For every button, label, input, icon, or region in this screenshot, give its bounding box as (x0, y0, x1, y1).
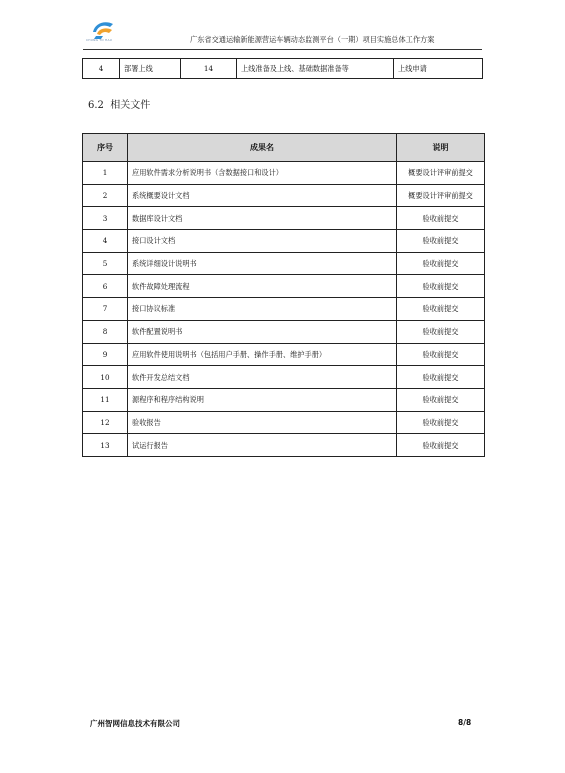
cell-number: 4 (83, 230, 128, 253)
cell-note: 验收前提交 (397, 230, 485, 253)
table-row (83, 252, 485, 275)
logo-caption: CHUNG TO HAU (86, 38, 113, 42)
section-heading (88, 99, 150, 113)
cell-number: 10 (83, 366, 128, 389)
cell-number: 13 (83, 434, 128, 457)
cell-name: 应用软件使用说明书（包括用户手册、操作手册、维护手册） (128, 343, 397, 366)
column-header-note: 说明 (397, 134, 485, 162)
table-cell: 4 (83, 59, 120, 79)
table-row (83, 434, 485, 457)
deployment-plan-table (82, 58, 483, 79)
cell-note: 验收前提交 (397, 298, 485, 321)
table-row (83, 207, 485, 230)
table-row (83, 343, 485, 366)
cell-name: 接口设计文档 (128, 230, 397, 253)
page-number: 8/8 (458, 718, 472, 727)
cell-note: 概要设计评审前提交 (397, 162, 485, 185)
cell-name: 软件配置说明书 (128, 320, 397, 343)
cell-number: 9 (83, 343, 128, 366)
table-row (83, 366, 485, 389)
table-row (83, 184, 485, 207)
cell-name: 系统详细设计说明书 (128, 252, 397, 275)
cell-note: 验收前提交 (397, 366, 485, 389)
table-row (83, 298, 485, 321)
column-header-name: 成果名 (128, 134, 397, 162)
table-row (83, 59, 483, 79)
cell-note: 验收前提交 (397, 343, 485, 366)
cell-name: 软件开发总结文档 (128, 366, 397, 389)
section-number: 6.2 (88, 100, 104, 111)
header-divider (83, 49, 482, 50)
table-row (83, 388, 485, 411)
cell-number: 12 (83, 411, 128, 434)
cell-name: 应用软件需求分析说明书（含数据接口和设计） (128, 162, 397, 185)
section-title: 相关文件 (110, 100, 151, 111)
cell-note: 验收前提交 (397, 320, 485, 343)
related-files-table (82, 133, 485, 457)
table-row (83, 411, 485, 434)
table-header-row (83, 134, 485, 162)
table-row (83, 162, 485, 185)
cell-name: 接口协议标准 (128, 298, 397, 321)
table-row (83, 320, 485, 343)
cell-name: 数据库设计文档 (128, 207, 397, 230)
cell-name: 软件故障处理流程 (128, 275, 397, 298)
cell-note: 验收前提交 (397, 388, 485, 411)
cell-note: 验收前提交 (397, 252, 485, 275)
cell-note: 验收前提交 (397, 411, 485, 434)
cell-number: 5 (83, 252, 128, 275)
table-cell: 上线准备及上线、基础数据准备等 (237, 59, 394, 79)
cell-number: 3 (83, 207, 128, 230)
cell-name: 系统概要设计文档 (128, 184, 397, 207)
cell-name: 源程序和程序结构说明 (128, 388, 397, 411)
cell-name: 验收报告 (128, 411, 397, 434)
cell-number: 2 (83, 184, 128, 207)
cell-note: 验收前提交 (397, 275, 485, 298)
cell-note: 验收前提交 (397, 207, 485, 230)
table-cell: 上线申请 (394, 59, 483, 79)
cell-name: 试运行报告 (128, 434, 397, 457)
cell-number: 1 (83, 162, 128, 185)
cell-number: 11 (83, 388, 128, 411)
cell-number: 7 (83, 298, 128, 321)
document-header-title: 广东省交通运输新能源营运车辆动态监测平台（一期）项目实施总体工作方案 (190, 35, 435, 44)
cell-number: 8 (83, 320, 128, 343)
table-row (83, 230, 485, 253)
table-cell: 14 (181, 59, 237, 79)
table-row (83, 275, 485, 298)
cell-note: 概要设计评审前提交 (397, 184, 485, 207)
table-cell: 部署上线 (120, 59, 181, 79)
column-header-no: 序号 (83, 134, 128, 162)
cell-note: 验收前提交 (397, 434, 485, 457)
footer-company: 广州智网信息技术有限公司 (90, 719, 180, 728)
cell-number: 6 (83, 275, 128, 298)
